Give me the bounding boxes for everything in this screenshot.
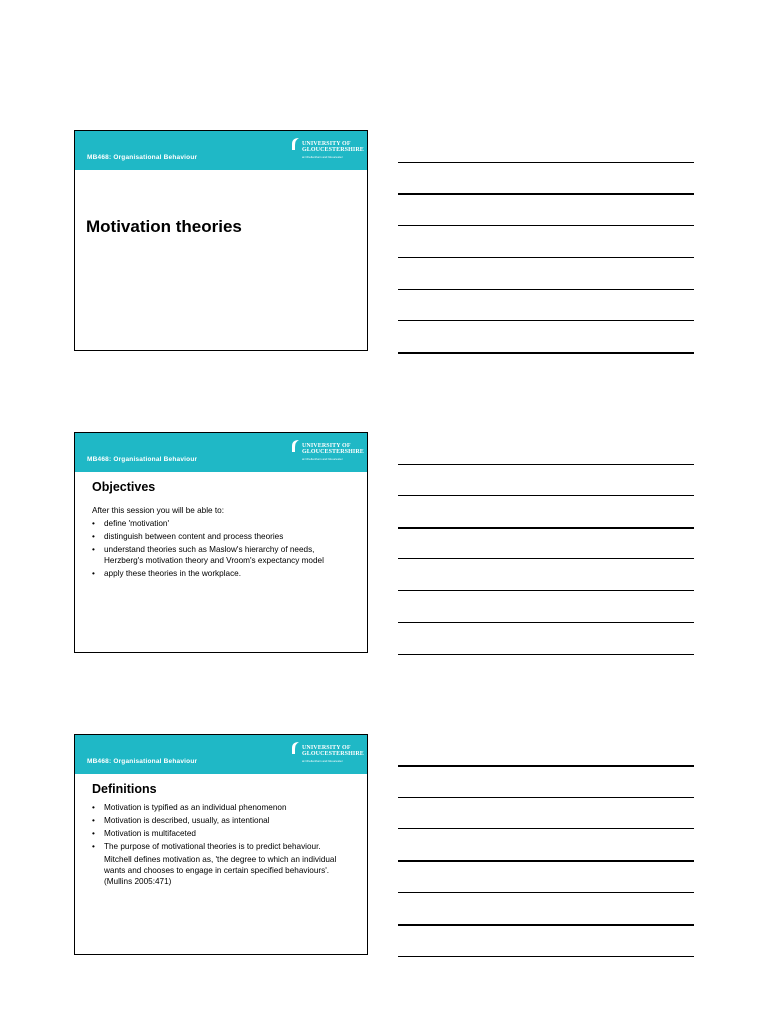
notes-line (398, 527, 694, 529)
slide-banner (75, 433, 367, 472)
logo-arch-icon (291, 741, 301, 755)
notes-line (398, 765, 694, 767)
notes-line (398, 860, 694, 862)
university-logo (291, 439, 364, 467)
notes-line (398, 590, 694, 591)
logo-tagline: at Cheltenham and Gloucester (302, 457, 343, 461)
notes-line (398, 654, 694, 655)
notes-line (398, 225, 694, 226)
notes-line (398, 193, 694, 195)
notes-line (398, 622, 694, 623)
notes-line (398, 892, 694, 893)
list-item: • apply these theories in the workplace. (92, 568, 351, 579)
course-code: MB468: Organisational Behaviour (87, 154, 198, 161)
logo-line2: GLOUCESTERSHIRE (302, 449, 364, 455)
bullet-list (92, 802, 351, 852)
list-item: • Motivation is typified as an individual phenomenon (92, 802, 351, 813)
list-item: • understand theories such as Maslow's hierarchy of needs, Herzberg's motivation theory and Vroom's expectancy model (92, 544, 351, 566)
notes-line (398, 924, 694, 926)
logo-line1: UNIVERSITY OF (302, 745, 351, 751)
intro-text: After this session you will be able to: (92, 506, 224, 515)
notes-line (398, 162, 694, 163)
course-code: MB468: Organisational Behaviour (87, 758, 198, 765)
list-item: • The purpose of motivational theories is to predict behaviour. (92, 841, 351, 852)
notes-line (398, 257, 694, 258)
notes-line (398, 797, 694, 798)
logo-tagline: at Cheltenham and Gloucester (302, 155, 343, 159)
slide-body (92, 802, 351, 887)
list-item: • Motivation is described, usually, as intentional (92, 815, 351, 826)
bullet-list (92, 518, 351, 579)
notes-line (398, 320, 694, 321)
slide-1 (74, 130, 368, 351)
logo-tagline: at Cheltenham and Gloucester (302, 759, 343, 763)
notes-line (398, 495, 694, 496)
notes-line (398, 558, 694, 559)
slide-banner (75, 131, 367, 170)
list-item: • distinguish between content and process theories (92, 531, 351, 542)
logo-line1: UNIVERSITY OF (302, 443, 351, 449)
logo-arch-icon (291, 439, 301, 453)
notes-line (398, 464, 694, 465)
quote-text: Mitchell defines motivation as, 'the degree to which an individual wants and chooses to engage in certain specified behaviours'. (104, 855, 337, 875)
slide-title: Objectives (92, 480, 156, 494)
slide-body (92, 505, 351, 581)
slide-title: Motivation theories (86, 217, 242, 236)
slide-2 (74, 432, 368, 653)
university-logo (291, 741, 364, 769)
notes-line (398, 352, 694, 354)
logo-line2: GLOUCESTERSHIRE (302, 147, 364, 153)
logo-line2: GLOUCESTERSHIRE (302, 751, 364, 757)
slide-3 (74, 734, 368, 955)
logo-arch-icon (291, 137, 301, 151)
list-item: • Motivation is multifaceted (92, 828, 351, 839)
citation: (Mullins 2005:471) (104, 877, 172, 886)
notes-line (398, 828, 694, 829)
slide-title: Definitions (92, 782, 157, 796)
university-logo (291, 137, 364, 165)
list-item: • define 'motivation' (92, 518, 351, 529)
notes-line (398, 956, 694, 957)
logo-line1: UNIVERSITY OF (302, 141, 351, 147)
course-code: MB468: Organisational Behaviour (87, 456, 198, 463)
notes-line (398, 289, 694, 290)
slide-banner (75, 735, 367, 774)
